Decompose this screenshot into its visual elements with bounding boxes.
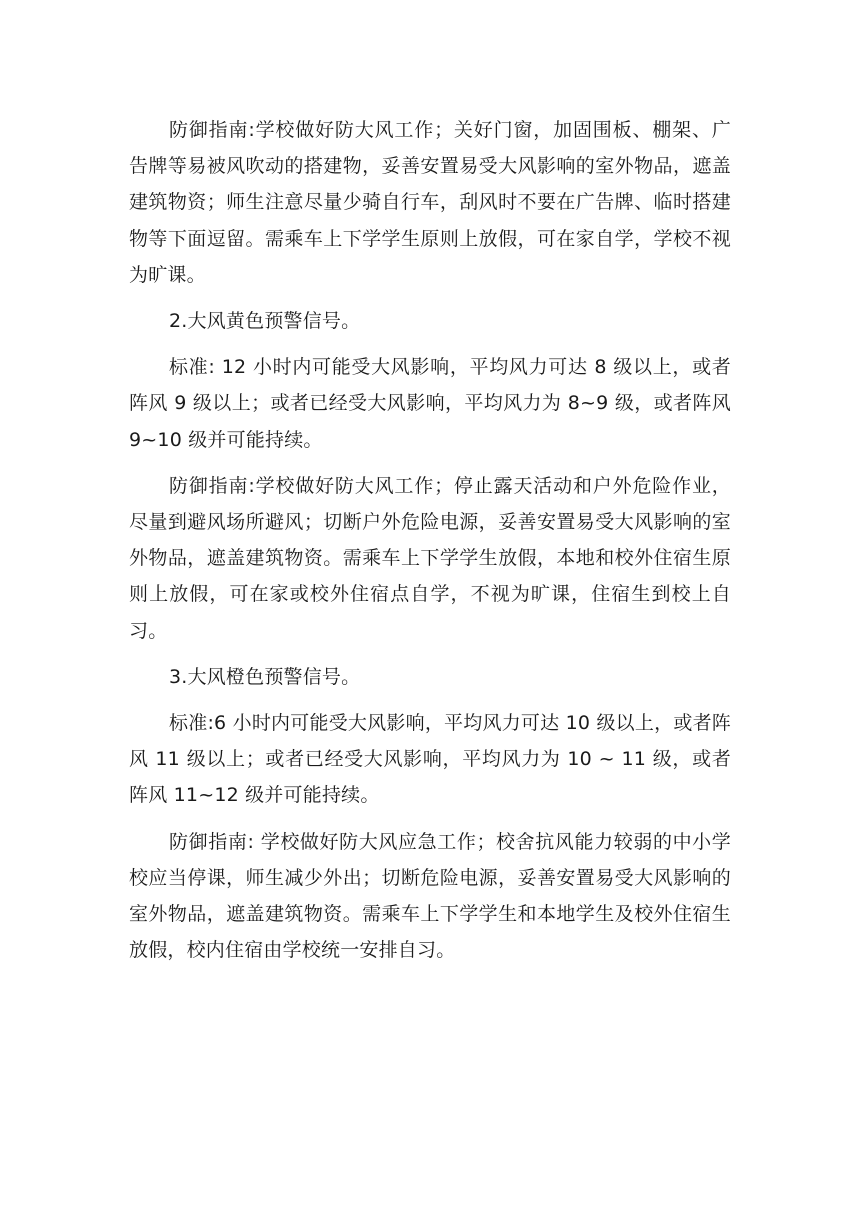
paragraph-yellow-guidance: 防御指南:学校做好防大风工作；停止露天活动和户外危险作业，尽量到避风场所避风；切断户外危险电源，妥善安置易受大风影响的室外物品，遮盖建筑物资。需乘车上下学学生放假，本地和校外住宿生原则上放假，可在家或校外住宿点自学，不视为旷课，住宿生到校上自习。 <box>129 474 731 642</box>
heading-yellow-warning: 2.大风黄色预警信号。 <box>169 310 361 333</box>
heading-orange-warning: 3.大风橙色预警信号。 <box>169 665 361 688</box>
paragraph-yellow-prior-guidance: 防御指南:学校做好防大风工作；关好门窗，加固围板、棚架、广告牌等易被风吹动的搭建物，妥善安置易受大风影响的室外物品，遮盖建筑物资；师生注意尽量少骑自行车，刮风时不要在广告牌、临时搭建物等下面逗留。需乘车上下学学生原则上放假，可在家自学，学校不视为旷课。 <box>129 119 731 286</box>
paragraph-orange-guidance: 防御指南: 学校做好防大风应急工作；校舍抗风能力较弱的中小学校应当停课，师生减少外出；切断危险电源，妥善安置易受大风影响的室外物品，遮盖建筑物资。需乘车上下学学生和本地学生及校外住宿生放假，校内住宿由学校统一安排自习。 <box>129 830 731 962</box>
paragraph-yellow-standard: 标准: 12 小时内可能受大风影响，平均风力可达 8 级以上，或者阵风 9 级以上；或者已经受大风影响，平均风力为 8~9 级，或者阵风 9~10 级并可能持续。 <box>129 356 731 451</box>
paragraph-orange-standard: 标准:6 小时内可能受大风影响，平均风力可达 10 级以上，或者阵风 11 级以上；或者已经受大风影响，平均风力为 10 ~ 11 级，或者阵风 11~12 级并可能持续。 <box>129 712 731 807</box>
document-body <box>129 112 731 968</box>
